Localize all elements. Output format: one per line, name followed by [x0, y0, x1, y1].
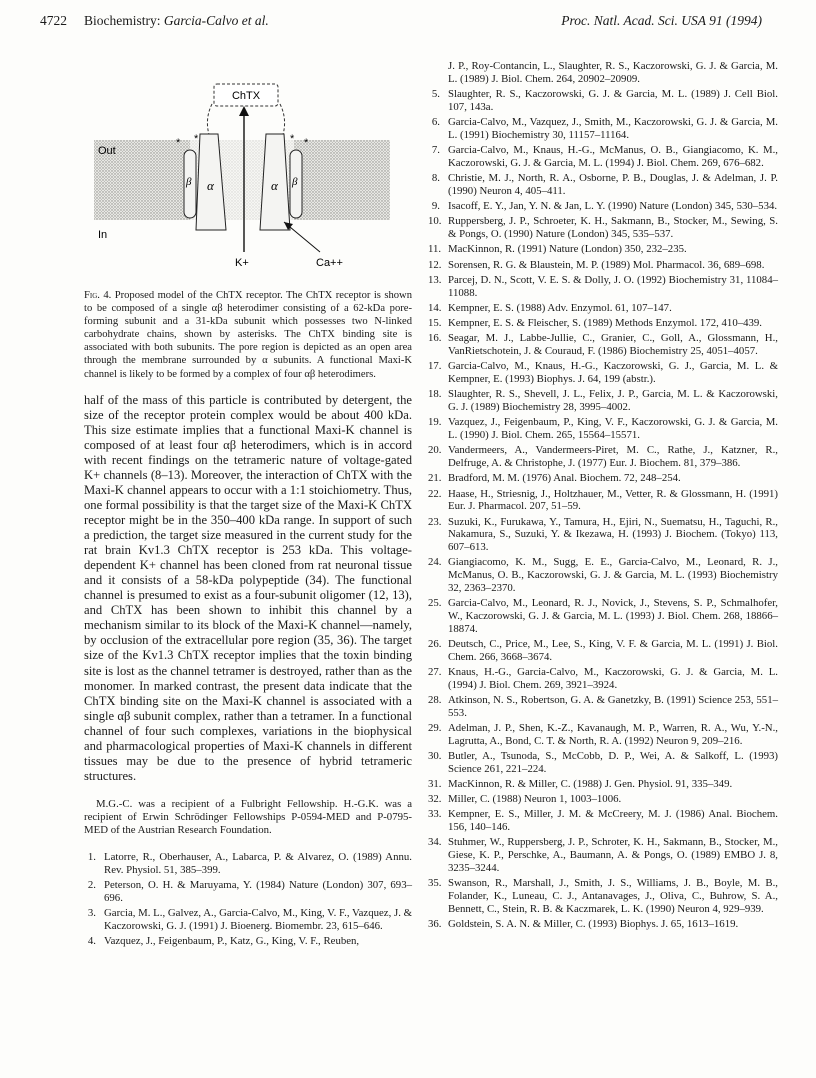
reference-item: 25. Garcia-Calvo, M., Leonard, R. J., Novick, J., Stevens, S. P., Schmalhofer, W., Kaczorowski, G. J. & Garcia, M. L. (1993) J. Biol. Chem. 268, 18866–18874. [428, 597, 778, 635]
carbohydrate-asterisk-4: * [304, 137, 309, 149]
carbohydrate-asterisk-3: * [290, 133, 295, 145]
reference-item: 13. Parcej, D. N., Scott, V. E. S. & Dolly, J. O. (1992) Biochemistry 31, 11084–11088. [428, 273, 778, 299]
reference-item: 1. Latorre, R., Oberhauser, A., Labarca, P. & Alvarez, O. (1989) Annu. Rev. Physiol. 51, 385–399. [87, 851, 412, 877]
reference-item: 23. Suzuki, K., Furukawa, Y., Tamura, H., Ejiri, N., Suematsu, H., Taguchi, R., Nakamura, S., Suzuki, Y. & Ikezawa, H. (1993) J. Biochem. (Tokyo) 113, 607–613. [428, 515, 778, 554]
ca-ion-label: Ca++ [316, 257, 343, 269]
carbohydrate-asterisk-2: * [194, 133, 199, 145]
right-column [428, 60, 778, 933]
reference-item: 22. Haase, H., Striesnig, J., Holtzhauer, M., Vetter, R. & Glossmann, H. (1991) Eur. J. Pharmacol. 207, 51–59. [428, 487, 778, 513]
reference-item: 33. Kempner, E. S., Miller, J. M. & McCreery, M. J. (1986) Anal. Biochem. 156, 140–146. [428, 808, 778, 834]
running-header [40, 13, 762, 33]
reference-item: 10. Ruppersberg, J. P., Schroeter, K. H., Sakmann, B., Stocker, M., Sewing, S. & Pongs, O. (1990) Nature (London) 345, 535–537. [428, 215, 778, 240]
acknowledgment: M.G.-C. was a recipient of a Fulbright Fellowship. H.-G.K. was a recipient of Erwin Schrödinger Fellowships P-0594-MED and P-0795-MED of the Austrian Research Foundation. [84, 797, 412, 837]
chtx-outline-left [207, 104, 212, 138]
alpha-label-left: α [207, 178, 214, 193]
reference-item: 15. Kempner, E. S. & Fleischer, S. (1989) Methods Enzymol. 172, 410–439. [428, 317, 763, 330]
reference-item: 31. MacKinnon, R. & Miller, C. (1988) J. Gen. Physiol. 91, 335–349. [428, 777, 733, 790]
page-number: 4722 [40, 13, 67, 28]
figure-4-diagram [84, 80, 412, 285]
reference-item: 12. Sorensen, R. G. & Blaustein, M. P. (1989) Mol. Pharmacol. 36, 689–698. [428, 258, 765, 271]
reference-item: 30. Butler, A., Tsunoda, S., McCobb, D. P., Wei, A. & Salkoff, L. (1993) Science 261, 221–224. [428, 749, 778, 775]
reference-item: 24. Giangiacomo, K. M., Sugg, E. E., Garcia-Calvo, M., Leonard, R. J., McManus, O. B., Kaczorowski, G. J. & Garcia, M. L. (1993) Biochemistry 32, 2363–2370. [428, 556, 778, 594]
in-label: In [98, 229, 108, 241]
reference-item: 19. Vazquez, J., Feigenbaum, P., King, V. F., Kaczorowski, G. J. & Garcia, M. L. (1990) J. Biol. Chem. 265, 15564–15571. [428, 416, 778, 442]
running-authors: Garcia-Calvo et al. [163, 13, 269, 28]
reference-item: 27. Knaus, H.-G., Garcia-Calvo, M., Kaczorowski, G. J. & Garcia, M. L. (1994) J. Biol. Chem. 269, 3921–3924. [428, 665, 778, 691]
left-column [84, 80, 412, 951]
body-paragraph: half of the mass of this particle is contributed by detergent, the size of the receptor protein complex would be about 400 kDa. This size estimate implies that a functional Maxi-K channel is composed of at least four αβ heterodimers, which is in accord with recent findings on the tetrameric nature of voltage-gated K+ channels (8–13). Moreover, the interaction of ChTX with the Maxi-K channel appears to occur with a 1:1 stoichiometry. Thus, one formal possibility is that the target size of the Maxi-K ChTX receptor might be in the 350–400 kDa range. In support of such a prediction, the target size measured in the current study for the rat brain Kv1.3 ChTX receptor is 253 kDa. This voltage-dependent K+ channel has been cloned from rat neuronal tissue and it consists of a 58-kDa polypeptide (34). The functional channel is presumed to exist as a four-subunit oligomer (12, 13), and ChTX has been shown to inhibit this channel by a mechanism similar to its block of the Maxi-K channel—namely, by occlusion of the extracellular pore region (35, 36). The target size of the Kv1.3 ChTX receptor implies that the toxin binding site is lost as the channel tetramer is destroyed, rather than as the monomer. In marked contrast, the present data indicate that the ChTX binding site on the Maxi-K channel is associated with a single αβ subunit complex, rather than a tetramer. In a functional channel of four such complexes, variations in the biophysical and pharmacological properties of Maxi-K channels in different tissues may be due to the presence of hybrid tetrameric structures. [84, 392, 412, 783]
figure-caption [84, 289, 412, 381]
journal-section: Biochemistry: [84, 13, 161, 28]
reference-item: 36. Goldstein, S. A. N. & Miller, C. (1993) Biophys. J. 65, 1613–1619. [428, 917, 739, 930]
k-ion-label: K+ [235, 257, 249, 269]
k-arrow-head [239, 106, 249, 116]
figure-caption-text: Proposed model of the ChTX receptor. The ChTX receptor is shown to be composed of a single αβ heterodimer consisting of a 62-kDa pore-forming subunit and a 31-kDa subunit which possesses two N-linked carbohydrate chains, shown by asterisks. The ChTX binding site is associated with both subunits. The pore region is depicted as an open area through the membrane surrounded by α subunits. A functional Maxi-K channel is likely to be formed by a complex of four αβ heterodimers. [84, 290, 412, 380]
reference-item: 16. Seagar, M. J., Labbe-Jullie, C., Granier, C., Goll, A., Glossmann, H., VanRietschotein, J. & Couraud, F. (1986) Biochemistry 25, 4051–4057. [428, 332, 778, 358]
reference-item: 20. Vandermeers, A., Vandermeers-Piret, M. C., Rathe, J., Katzner, R., Delfruge, A. & Christophe, J. (1977) Eur. J. Biochem. 81, 379–386. [428, 444, 778, 470]
out-label: Out [98, 145, 116, 157]
reference-item: 14. Kempner, E. S. (1988) Adv. Enzymol. 61, 107–147. [428, 301, 672, 314]
beta-label-right: β [292, 176, 298, 188]
chtx-outline-right [280, 104, 285, 138]
reference-item: 7. Garcia-Calvo, M., Knaus, H.-G., McManus, O. B., Giangiacomo, K. M., Kaczorowski, G. J. & Garcia, M. L. (1994) J. Biol. Chem. 269, 676–682. [431, 144, 778, 169]
reference-item: 9. Isacoff, E. Y., Jan, Y. N. & Jan, L. Y. (1990) Nature (London) 345, 530–534. [431, 200, 778, 212]
reference-item: 18. Slaughter, R. S., Shevell, J. L., Felix, J. P., Garcia, M. L. & Kaczorowski, G. J. (1989) Biochemistry 28, 3995–4002. [428, 388, 778, 414]
reference-item: 8. Christie, M. J., North, R. A., Osborne, P. B., Douglas, J. & Adelman, J. P. (1990) Neuron 4, 405–411. [431, 172, 778, 197]
reference-item: 4. Vazquez, J., Feigenbaum, P., Katz, G., King, V. F., Reuben, [87, 935, 360, 948]
beta-label-left: β [186, 176, 192, 188]
reference-item: 3. Garcia, M. L., Galvez, A., Garcia-Calvo, M., King, V. F., Vazquez, J. & Kaczorowski, G. J. (1991) J. Bioenerg. Biomembr. 23, 615–646. [87, 907, 412, 933]
reference-item: 32. Miller, C. (1988) Neuron 1, 1003–1006. [428, 793, 622, 806]
reference-list-right [428, 60, 778, 931]
reference-item: 35. Swanson, R., Marshall, J., Smith, J. S., Williams, J. B., Boyle, M. B., Folander, K., Luneau, C. J., Antanavages, J., Oliva, C., Buhrow, S. A., Bennett, C., Stein, R. B. & Kaczmarek, L. K. (1990) Neuron 4, 929–939. [428, 877, 778, 915]
running-title [84, 13, 269, 29]
figure-caption-label: Fig. 4. [84, 290, 112, 301]
membrane-right [294, 140, 390, 220]
chtx-label: ChTX [231, 90, 261, 102]
reference-item: 6. Garcia-Calvo, M., Vazquez, J., Smith, M., Kaczorowski, G. J. & Garcia, M. L. (1991) Biochemistry 30, 11157–11164. [431, 116, 778, 141]
chtx-receptor-model-svg [84, 80, 412, 285]
reference-list-left [84, 851, 412, 948]
reference-item: 28. Atkinson, N. S., Robertson, G. A. & Ganetzky, B. (1991) Science 253, 551–553. [428, 693, 778, 719]
reference-item-continued: J. P., Roy-Contancin, L., Slaughter, R. S., Kaczorowski, G. J. & Garcia, M. L. (1989) J. Biol. Chem. 264, 20902–20909. [448, 60, 778, 85]
reference-item: 34. Stuhmer, W., Ruppersberg, J. P., Schroter, K. H., Sakmann, B., Stocker, M., Giese, K. P., Perschke, A., Baumann, A. & Pongs, O. (1989) EMBO J. 8, 3235–3244. [428, 836, 778, 874]
reference-item: 2. Peterson, O. H. & Maruyama, Y. (1984) Nature (London) 307, 693–696. [87, 879, 412, 905]
reference-item: 11. MacKinnon, R. (1991) Nature (London) 350, 232–235. [428, 243, 687, 256]
alpha-label-right: α [271, 178, 278, 193]
carbohydrate-asterisk-1: * [176, 137, 181, 149]
reference-item: 21. Bradford, M. M. (1976) Anal. Biochem. 72, 248–254. [428, 472, 681, 485]
reference-item: 17. Garcia-Calvo, M., Knaus, H.-G., Kaczorowski, G. J., Garcia, M. L. & Kempner, E. (1993) Biophys. J. 64, 199 (abstr.). [428, 360, 778, 386]
journal-citation: Proc. Natl. Acad. Sci. USA 91 (1994) [561, 13, 762, 28]
reference-item: 26. Deutsch, C., Price, M., Lee, S., King, V. F. & Garcia, M. L. (1991) J. Biol. Chem. 266, 3668–3674. [428, 637, 778, 663]
reference-item: 29. Adelman, J. P., Shen, K.-Z., Kavanaugh, M. P., Warren, R. A., Wu, Y.-N., Lagrutta, A., Bond, C. T. & North, R. A. (1992) Neuron 9, 209–216. [428, 721, 778, 747]
reference-item: 5. Slaughter, R. S., Kaczorowski, G. J. & Garcia, M. L. (1989) J. Cell Biol. 107, 143a. [431, 88, 778, 113]
